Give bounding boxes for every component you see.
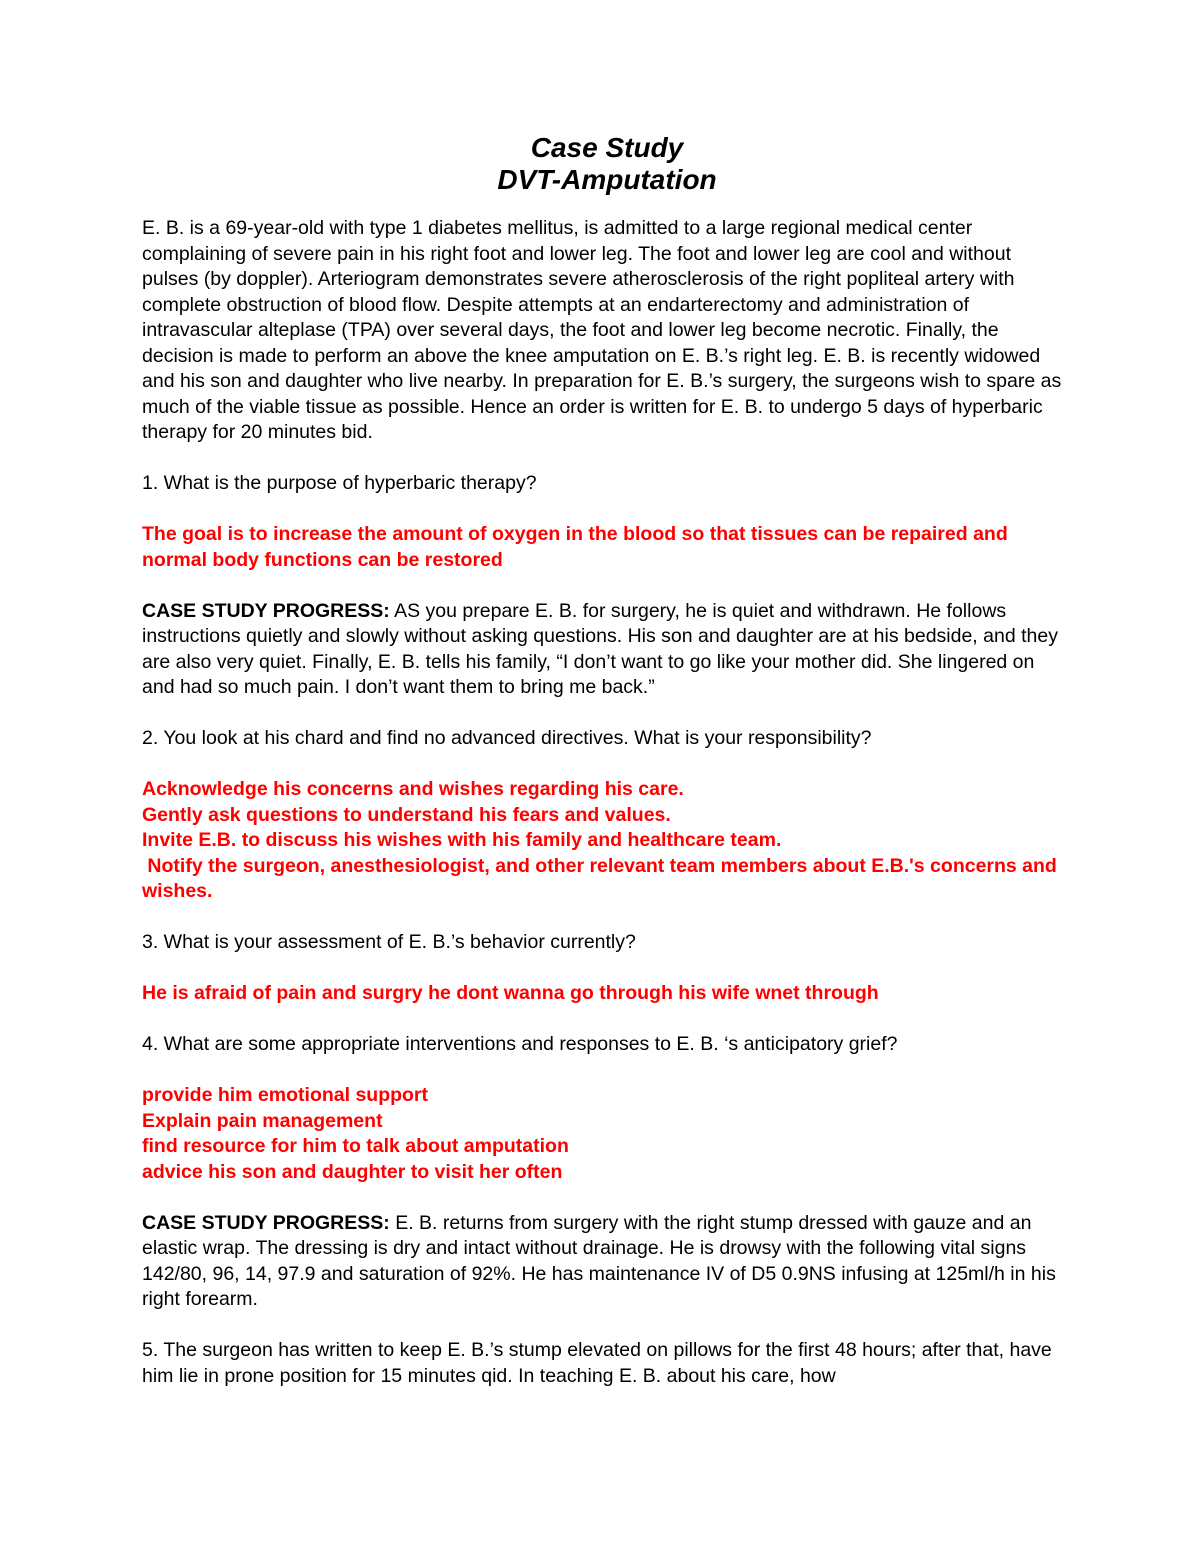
answer-2-line: Notify the surgeon, anesthesiologist, and other relevant team members about E.B.'s concerns and wishes. [142, 854, 1063, 902]
answer-2-line: Acknowledge his concerns and wishes regarding his care. [142, 778, 684, 800]
case-progress-label: CASE STUDY PROGRESS: [142, 599, 390, 622]
answer-4-line: find resource for him to talk about amputation [142, 1135, 569, 1157]
answer-3: He is afraid of pain and surgry he dont wanna go through his wife wnet through [142, 982, 879, 1004]
question-5: 5. The surgeon has written to keep E. B.’s stump elevated on pillows for the first 48 hours; after that, have him lie in prone position for 15 minutes qid. In teaching E. B. about his care, how [142, 1339, 1052, 1387]
document-page [142, 132, 1072, 1415]
question-4: 4. What are some appropriate interventions and responses to E. B. ‘s anticipatory grief? [142, 1033, 898, 1055]
case-progress-text: AS you prepare E. B. for surgery, he is quiet and withdrawn. He follows instructions quietly and slowly without asking questions. His son and daughter are at his bedside, and they are also very quiet. Finally, E. B. tells his family, “I don’t want to go like your mother did. She lingered on and had so much pain. I don’t want them to bring me back.” [142, 599, 1058, 698]
document-title [142, 132, 1072, 196]
title-line-1: Case Study [530, 132, 684, 163]
answer-2-line: Invite E.B. to discuss his wishes with his family and healthcare team. [142, 829, 782, 851]
answer-2-line: Gently ask questions to understand his fears and values. [142, 803, 671, 826]
answer-4-line: provide him emotional support [142, 1084, 429, 1106]
question-2: 2. You look at his chard and find no advanced directives. What is your responsibility? [142, 727, 872, 749]
intro-paragraph: E. B. is a 69-year-old with type 1 diabetes mellitus, is admitted to a large regional medical center complaining of severe pain in his right foot and lower leg. The foot and lower leg are cool and without pulses (by doppler). Arteriogram demonstrates severe atherosclerosis of the right popliteal artery with complete obstruction of blood flow. Despite attempts at an endarterectomy and administration of intravascular alteplase (TPA) over several days, the foot and lower leg become necrotic. Finally, the decision is made to perform an above the knee amputation on E. B.’s right leg. E. B. is recently widowed and his son and daughter who live nearby. In preparation for E. B.’s surgery, the surgeons wish to spare as much of the viable tissue as possible. Hence an order is written for E. B. to undergo 5 days of hyperbaric therapy for 20 minutes bid. [142, 217, 1062, 443]
case-progress-1 [142, 599, 1072, 701]
case-progress-text: E. B. returns from surgery with the right stump dressed with gauze and an elastic wrap. The dressing is dry and intact without drainage. He is drowsy with the following vital signs 142/80, 96, 14, 97.9 and saturation of 92%. He has maintenance IV of D5 0.9NS infusing at 125ml/h in his right forearm. [142, 1211, 1056, 1310]
question-3: 3. What is your assessment of E. B.’s behavior currently? [142, 931, 636, 953]
answer-4-line: advice his son and daughter to visit her often [142, 1160, 563, 1183]
answer-2 [142, 777, 1072, 905]
answer-1: The goal is to increase the amount of oxygen in the blood so that tissues can be repaired and normal body functions can be restored [142, 523, 1008, 571]
question-1: 1. What is the purpose of hyperbaric therapy? [142, 472, 537, 494]
title-line-2: DVT-Amputation [497, 164, 717, 195]
answer-4-line: Explain pain management [142, 1109, 383, 1132]
case-progress-2 [142, 1211, 1072, 1313]
answer-4 [142, 1083, 1072, 1185]
case-progress-label: CASE STUDY PROGRESS: [142, 1211, 390, 1234]
